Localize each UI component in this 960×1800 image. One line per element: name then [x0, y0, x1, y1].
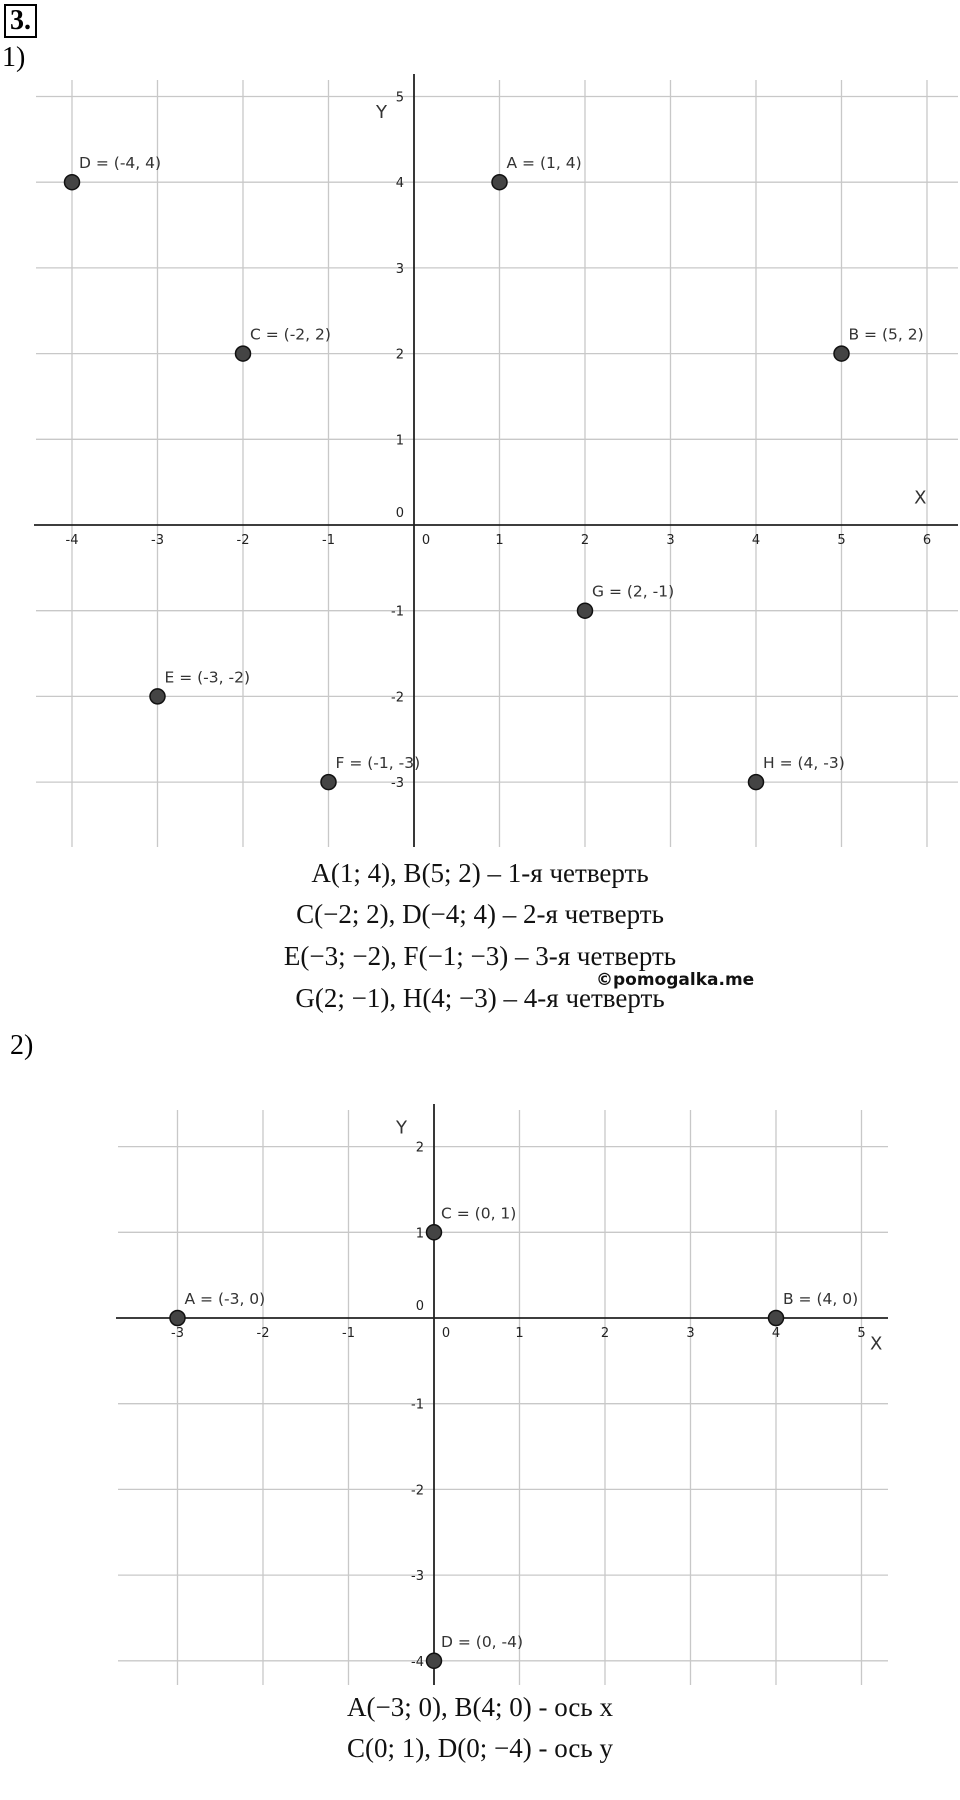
y-tick-label: 3 [395, 261, 404, 277]
y-tick-label: -1 [391, 604, 404, 620]
x-tick-label: -1 [322, 533, 335, 548]
y-tick-label: 4 [395, 176, 404, 192]
x-tick-label: 4 [771, 1326, 781, 1341]
point-label: B = (5, 2) [848, 325, 924, 344]
point-label: D = (0, -4) [441, 1632, 524, 1651]
y-axis-letter: Y [376, 101, 387, 123]
y-tick-label: 5 [395, 90, 404, 106]
point-label: D = (-4, 4) [79, 154, 162, 173]
watermark-text: ©pomogalka.me [596, 970, 755, 990]
point-label: A = (-3, 0) [184, 1290, 266, 1308]
x-tick-label: 5 [837, 533, 846, 548]
y-tick-label: 1 [395, 433, 404, 449]
data-point [170, 1311, 185, 1326]
answer-line-1-4: G(2; −1), H(4; −3) – 4-я четверть [295, 983, 665, 1013]
x-tick-label: -3 [151, 533, 164, 548]
y-tick-label: -1 [411, 1397, 424, 1413]
x-tick-label: -1 [342, 1326, 355, 1341]
y-tick-label: 2 [415, 1140, 424, 1156]
x-tick-label: -4 [65, 533, 79, 548]
answer-line-2-1: A(−3; 0), B(4; 0) - ось x [347, 1692, 613, 1722]
x-tick-label: 1 [495, 533, 504, 548]
x-tick-label: 0 [441, 1326, 451, 1341]
y-tick-label: 2 [395, 347, 404, 363]
y-tick-label: 0 [415, 1299, 424, 1314]
x-tick-label: -2 [256, 1326, 270, 1341]
point-label: F = (-1, -3) [335, 754, 421, 773]
x-tick-label: -2 [236, 533, 250, 548]
data-point [427, 1225, 442, 1240]
y-tick-label: 0 [395, 506, 404, 521]
point-label: E = (-3, -2) [164, 668, 250, 687]
point-label: H = (4, -3) [763, 754, 845, 773]
answer-line-2-2: C(0; 1), D(0; −4) - ось y [347, 1733, 613, 1763]
answer-line-1-2: C(−2; 2), D(−4; 4) – 2-я четверть [296, 899, 664, 929]
x-axis-letter: X [870, 1333, 883, 1355]
x-tick-label: 2 [580, 533, 590, 548]
y-axis-letter: Y [396, 1117, 407, 1139]
x-tick-label: 3 [666, 533, 675, 548]
part-2-label: 2) [10, 1030, 34, 1061]
answer-line-1-1: A(1; 4), B(5; 2) – 1-я четверть [311, 858, 649, 888]
x-tick-label: 2 [600, 1326, 610, 1341]
task-number: 3. [4, 4, 37, 38]
y-tick-label: -4 [411, 1654, 424, 1670]
answer-line-1-3: E(−3; −2), F(−1; −3) – 3-я четверть [283, 941, 677, 971]
point-label: B = (4, 0) [783, 1290, 859, 1308]
x-tick-label: 1 [515, 1326, 524, 1341]
x-tick-label: 6 [922, 533, 932, 548]
y-tick-label: -2 [411, 1483, 424, 1499]
y-tick-label: -3 [411, 1569, 424, 1585]
point-label: G = (2, -1) [592, 582, 675, 601]
part-1-label: 1) [2, 42, 26, 73]
x-tick-label: -3 [171, 1326, 184, 1341]
x-tick-label: 4 [751, 533, 761, 548]
x-tick-label: 0 [421, 533, 431, 548]
x-axis-letter: X [914, 487, 927, 509]
point-label: C = (-2, 2) [250, 325, 331, 344]
x-tick-label: 3 [686, 1326, 695, 1341]
y-tick-label: -2 [391, 690, 404, 706]
point-label: C = (0, 1) [441, 1204, 517, 1223]
y-tick-label: -3 [391, 776, 404, 792]
point-label: A = (1, 4) [506, 154, 582, 173]
data-point [769, 1311, 784, 1326]
x-tick-label: 5 [857, 1326, 866, 1341]
y-tick-label: 1 [415, 1226, 424, 1242]
data-point [427, 1653, 442, 1668]
